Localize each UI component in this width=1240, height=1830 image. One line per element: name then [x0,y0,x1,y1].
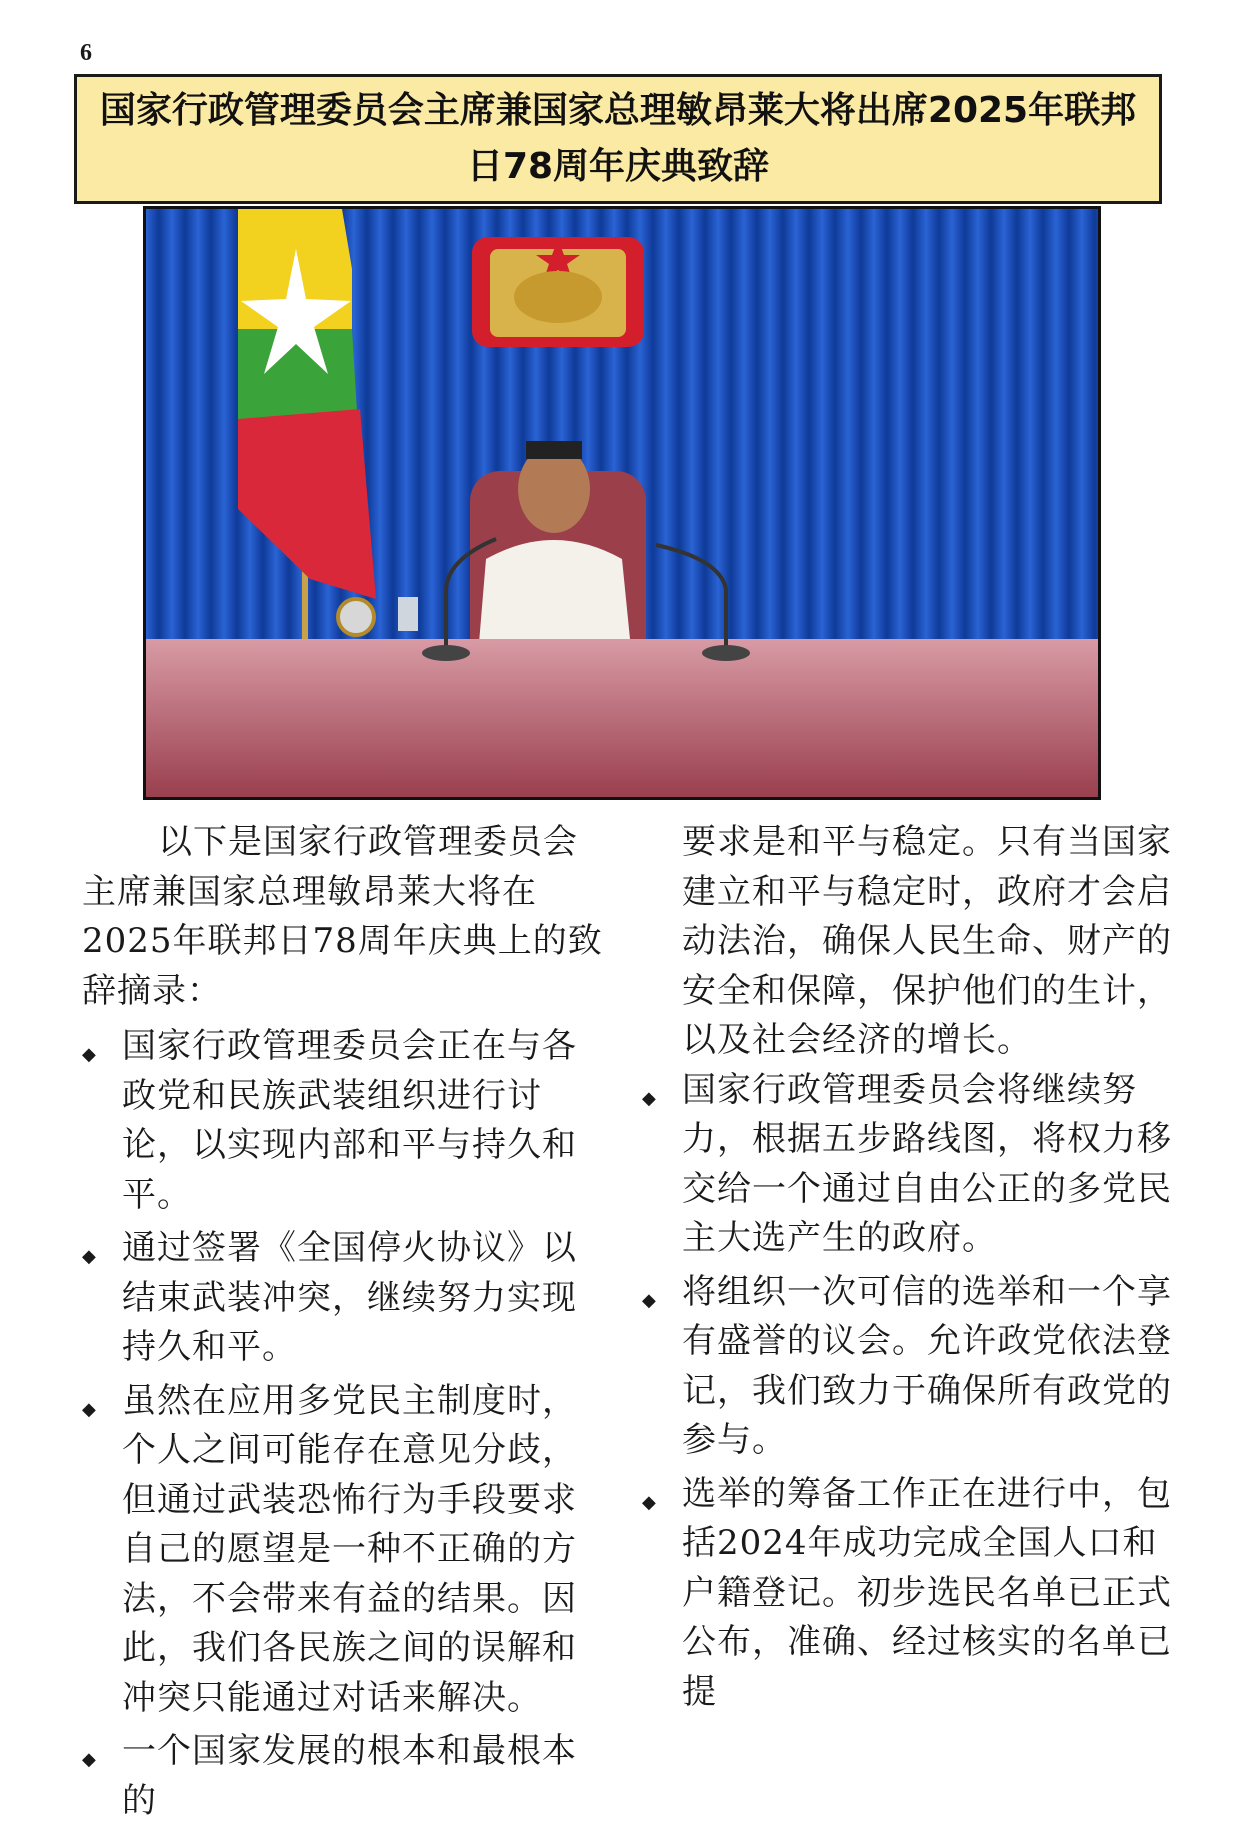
news-photo [143,206,1101,800]
list-item [82,1224,606,1373]
desk [146,639,1098,797]
diamond-bullet-icon: ◆ [82,1246,97,1267]
list-item-text: 一个国家发展的根本和最根本的 [122,1731,577,1821]
diamond-bullet-icon: ◆ [82,1749,97,1770]
bullet-list-right [642,1066,1174,1718]
article-intro: 以下是国家行政管理委员会主席兼国家总理敏昂莱大将在2025年联邦日78周年庆典上的致辞摘录： [82,822,603,1011]
list-item [82,1022,606,1220]
list-item-text: 国家行政管理委员会正在与各政党和民族武装组织进行讨论，以实现内部和平与持久和平。 [122,1026,577,1215]
list-item-text: 通过签署《全国停火协议》以结束武装冲突，继续努力实现持久和平。 [122,1228,577,1367]
list-item [642,1066,1174,1264]
diamond-bullet-icon: ◆ [82,1044,97,1065]
list-item-text: 将组织一次可信的选举和一个享有盛誉的议会。允许政党依法登记，我们致力于确保所有政党的参与。 [682,1271,1172,1460]
article-left-column [82,818,606,1830]
page-number: 6 [80,40,92,66]
list-item [642,1470,1174,1718]
desk-clock [338,599,374,635]
diamond-bullet-icon: ◆ [642,1289,657,1311]
diamond-bullet-icon: ◆ [642,1087,657,1109]
list-item [642,1268,1174,1466]
diamond-bullet-icon: ◆ [82,1398,97,1420]
headline-title: 国家行政管理委员会主席兼国家总理敏昂莱大将出席2025年联邦日78周年庆典致辞 [99,90,1137,187]
list-item [82,1377,606,1724]
list-item-text: 国家行政管理委员会将继续努力，根据五步路线图，将权力移交给一个通过自由公正的多党民主大选产生的政府。 [682,1069,1172,1258]
list-item-text: 虽然在应用多党民主制度时，个人之间可能存在意见分歧，但通过武装恐怖行为手段要求自己的愿望是一种不正确的方法，不会带来有益的结果。因此，我们各民族之间的误解和冲突只能通过对话来解决。 [122,1380,577,1718]
list-item [82,1727,606,1826]
headline-box [74,74,1162,204]
pen-holder [398,597,418,631]
photo-illustration [146,209,1098,797]
bullet-list-left [82,1022,606,1826]
state-seal [472,237,644,347]
diamond-bullet-icon: ◆ [642,1491,657,1513]
article-right-column [642,818,1174,1721]
continued-paragraph: 要求是和平与稳定。只有当国家建立和平与稳定时，政府才会启动法治，确保人民生命、财产的安全和保障，保护他们的生计，以及社会经济的增长。 [682,822,1172,1060]
list-item-text: 选举的筹备工作正在进行中，包括2024年成功完成全国人口和户籍登记。初步选民名单已正式公布，准确、经过核实的名单已提 [682,1473,1172,1712]
